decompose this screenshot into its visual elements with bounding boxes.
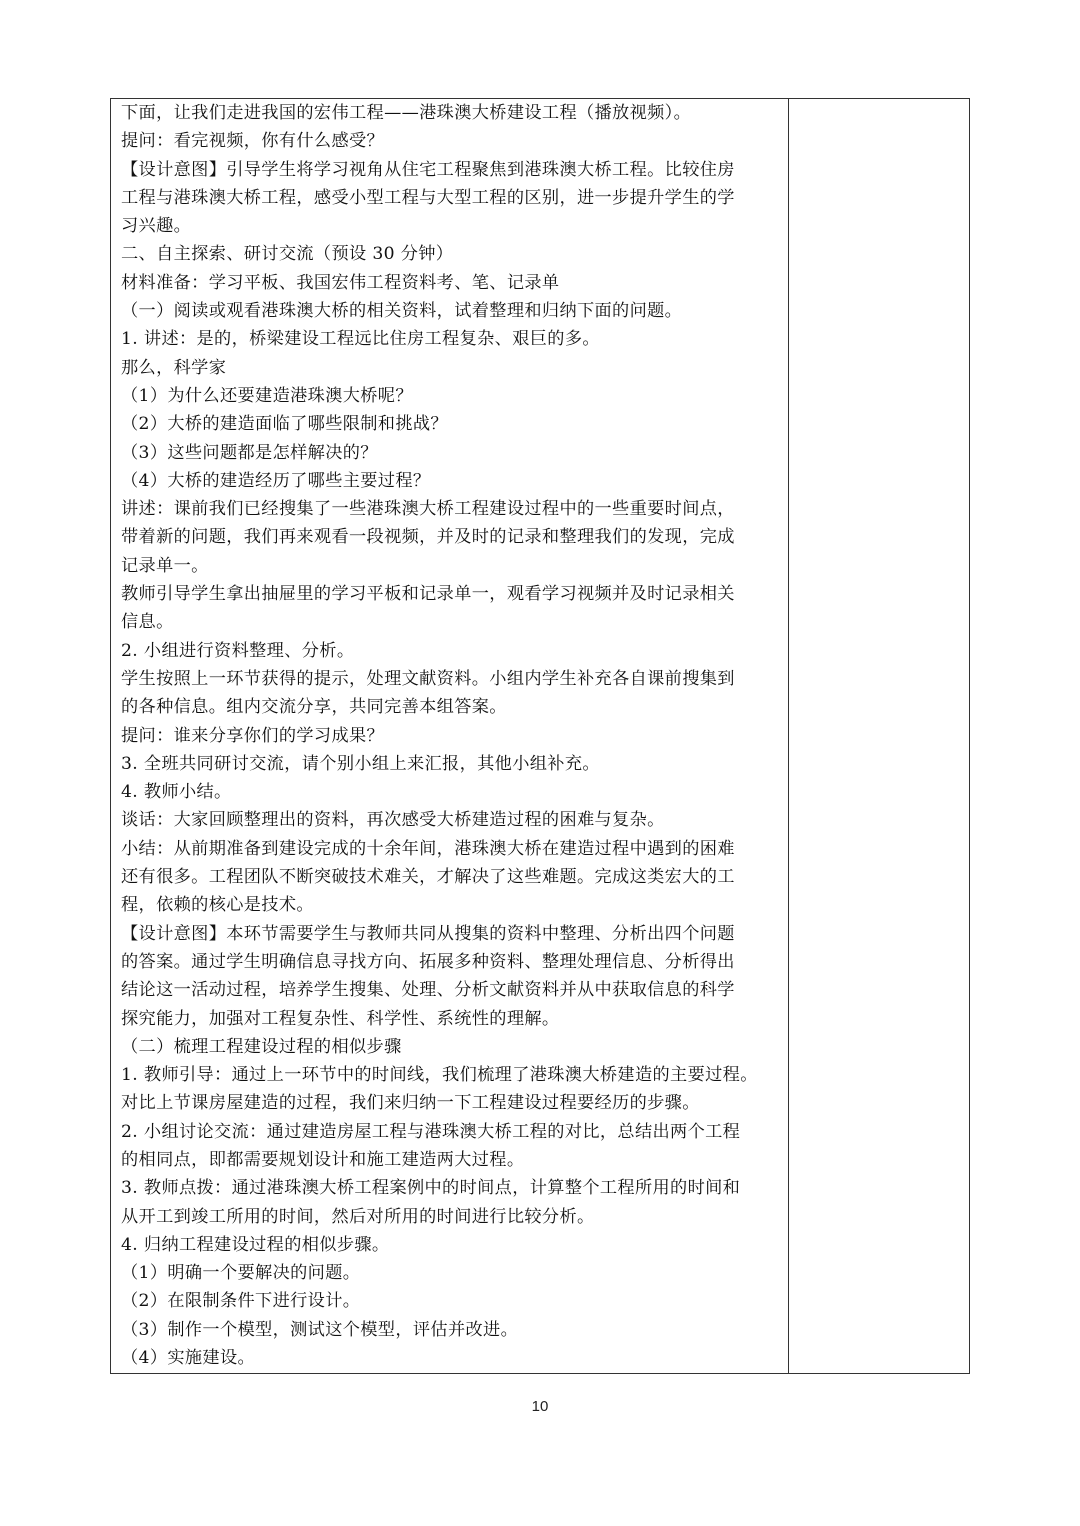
content-line: 习兴趣。 [121, 216, 192, 237]
content-line: 谈话：大家回顾整理出的资料，再次感受大桥建造过程的困难与复杂。 [121, 810, 665, 831]
content-line: 学生按照上一环节获得的提示，处理文献资料。小组内学生补充各自课前搜集到 [121, 668, 735, 689]
content-line: 小结：从前期准备到建设完成的十余年间，港珠澳大桥在建造过程中遇到的困难 [121, 838, 735, 859]
content-line: 那么，科学家 [121, 357, 227, 378]
content-line: 2. 小组讨论交流：通过建造房屋工程与港珠澳大桥工程的对比，总结出两个工程 [121, 1121, 741, 1142]
subsection-heading: （二）梳理工程建设过程的相似步骤 [121, 1036, 402, 1057]
content-line: 从开工到竣工所用的时间，然后对所用的时间进行比较分析。 [121, 1206, 595, 1227]
content-line: 【设计意图】本环节需要学生与教师共同从搜集的资料中整理、分析出四个问题 [121, 923, 735, 944]
content-line: 材料准备：学习平板、我国宏伟工程资料考、笔、记录单 [121, 272, 560, 293]
content-line: 探究能力，加强对工程复杂性、科学性、系统性的理解。 [121, 1008, 560, 1029]
content-line: 4. 教师小结。 [121, 782, 232, 803]
content-line: 程，依赖的核心是技术。 [121, 895, 314, 916]
step-item: （4）实施建设。 [121, 1348, 256, 1369]
content-line: 记录单一。 [121, 555, 209, 576]
content-line: 提问：谁来分享你们的学习成果？ [121, 725, 385, 746]
notes-cell [790, 99, 968, 1373]
content-line: 3. 全班共同研讨交流，请个别小组上来汇报，其他小组补充。 [121, 753, 600, 774]
lesson-content-cell [121, 99, 786, 1373]
content-line: 结论这一活动过程，培养学生搜集、处理、分析文献资料并从中获取信息的科学 [121, 980, 735, 1001]
content-line: 还有很多。工程团队不断突破技术难关，才解决了这些难题。完成这类宏大的工 [121, 867, 735, 888]
content-line: 的相同点，即都需要规划设计和施工建造两大过程。 [121, 1149, 525, 1170]
content-line: 提问：看完视频，你有什么感受？ [121, 131, 385, 152]
lesson-plan-table [110, 98, 970, 1374]
question-item: （3）这些问题都是怎样解决的？ [121, 442, 378, 463]
content-line: 3. 教师点拨：通过港珠澳大桥工程案例中的时间点，计算整个工程所用的时间和 [121, 1178, 741, 1199]
step-item: （2）在限制条件下进行设计。 [121, 1291, 361, 1312]
step-item: （1）明确一个要解决的问题。 [121, 1263, 361, 1284]
content-line: 信息。 [121, 612, 174, 633]
content-line: 2. 小组进行资料整理、分析。 [121, 640, 355, 661]
content-line: 1. 讲述：是的，桥梁建设工程远比住房工程复杂、艰巨的多。 [121, 329, 600, 350]
content-line: 【设计意图】引导学生将学习视角从住宅工程聚焦到港珠澳大桥工程。比较住房 [121, 159, 735, 180]
question-item: （1）为什么还要建造港珠澳大桥呢？ [121, 385, 413, 406]
content-line: 1. 教师引导：通过上一环节中的时间线，我们梳理了港珠澳大桥建造的主要过程。 [121, 1065, 758, 1086]
content-line: 的答案。通过学生明确信息寻找方向、拓展多种资料、整理处理信息、分析得出 [121, 951, 735, 972]
step-item: （3）制作一个模型，测试这个模型，评估并改进。 [121, 1319, 519, 1340]
content-line: 工程与港珠澳大桥工程，感受小型工程与大型工程的区别，进一步提升学生的学 [121, 187, 735, 208]
content-line: 教师引导学生拿出抽屉里的学习平板和记录单一，观看学习视频并及时记录相关 [121, 584, 735, 605]
content-line: 讲述：课前我们已经搜集了一些港珠澳大桥工程建设过程中的一些重要时间点， [121, 499, 735, 520]
content-line: 带着新的问题，我们再来观看一段视频，并及时的记录和整理我们的发现，完成 [121, 527, 735, 548]
page-number: 10 [531, 1398, 549, 1415]
section-heading: 二、自主探索、研讨交流（预设 30 分钟） [121, 244, 454, 265]
content-line: 对比上节课房屋建造的过程，我们来归纳一下工程建设过程要经历的步骤。 [121, 1093, 700, 1114]
question-item: （4）大桥的建造经历了哪些主要过程？ [121, 470, 431, 491]
column-divider [788, 99, 789, 1373]
question-item: （2）大桥的建造面临了哪些限制和挑战？ [121, 414, 448, 435]
subsection-heading: （一）阅读或观看港珠澳大桥的相关资料，试着整理和归纳下面的问题。 [121, 301, 683, 322]
content-line: 的各种信息。组内交流分享，共同完善本组答案。 [121, 697, 507, 718]
content-line: 下面，让我们走进我国的宏伟工程——港珠澳大桥建设工程（播放视频）。 [121, 103, 692, 123]
content-line: 4. 归纳工程建设过程的相似步骤。 [121, 1234, 390, 1255]
